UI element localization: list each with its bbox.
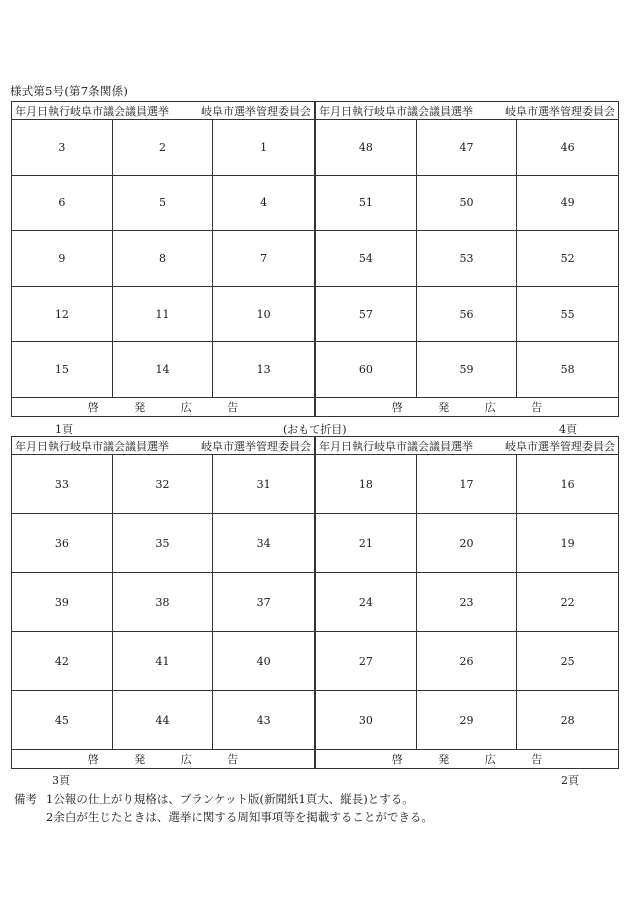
grid-cell: 47 — [417, 120, 518, 176]
footer-char: 発 — [134, 401, 146, 414]
grid-cell: 38 — [113, 573, 214, 632]
grid-cell: 59 — [417, 342, 518, 398]
grid-cell: 5 — [113, 176, 214, 232]
grid-cell: 57 — [316, 287, 417, 343]
grid-cell: 48 — [316, 120, 417, 176]
candidate-grid — [316, 455, 618, 750]
note-row — [14, 790, 433, 808]
grid-cell: 52 — [517, 231, 618, 287]
page-label-3: 3頁 — [52, 774, 70, 787]
grid-cell: 58 — [517, 342, 618, 398]
page-footer — [316, 750, 618, 768]
grid-cell: 9 — [12, 231, 113, 287]
footer-char: 啓 — [87, 753, 99, 766]
footer-char: 発 — [134, 753, 146, 766]
grid-cell: 7 — [213, 231, 314, 287]
committee-name: 岐阜市選挙管理委員会 — [201, 439, 311, 453]
page-2 — [314, 437, 618, 768]
grid-cell: 49 — [517, 176, 618, 232]
note-line-1: 1公報の仕上がり規格は、ブランケット版(新聞紙1頁大、縦長)とする。 — [46, 792, 414, 806]
grid-cell: 27 — [316, 632, 417, 691]
footer-char: 広 — [180, 401, 192, 414]
grid-cell: 31 — [213, 455, 314, 514]
footer-char: 広 — [180, 753, 192, 766]
grid-cell: 4 — [213, 176, 314, 232]
notes-section — [14, 790, 433, 826]
candidate-grid — [12, 455, 314, 750]
page-header — [316, 437, 618, 455]
grid-cell: 25 — [517, 632, 618, 691]
grid-cell: 17 — [417, 455, 518, 514]
footer-char: 発 — [438, 401, 450, 414]
grid-cell: 33 — [12, 455, 113, 514]
footer-char: 広 — [484, 753, 496, 766]
election-title: 年月日執行岐阜市議会議員選挙 — [319, 439, 473, 453]
grid-cell: 55 — [517, 287, 618, 343]
grid-cell: 6 — [12, 176, 113, 232]
grid-cell: 18 — [316, 455, 417, 514]
page-label-1: 1頁 — [55, 423, 73, 436]
fold-label: (おもて折目) — [283, 423, 347, 436]
footer-char: 告 — [531, 401, 543, 414]
grid-cell: 42 — [12, 632, 113, 691]
grid-cell: 53 — [417, 231, 518, 287]
candidate-grid — [316, 120, 618, 398]
form-caption: 様式第5号(第7条関係) — [10, 84, 129, 98]
grid-cell: 22 — [517, 573, 618, 632]
grid-cell: 45 — [12, 691, 113, 750]
grid-cell: 16 — [517, 455, 618, 514]
grid-cell: 51 — [316, 176, 417, 232]
grid-cell: 23 — [417, 573, 518, 632]
grid-cell: 54 — [316, 231, 417, 287]
grid-cell: 21 — [316, 514, 417, 573]
grid-cell: 10 — [213, 287, 314, 343]
note-line-2: 2余白が生じたときは、選挙に関する周知事項等を掲載することができる。 — [46, 810, 433, 824]
page-1 — [12, 102, 314, 416]
election-title: 年月日執行岐阜市議会議員選挙 — [15, 439, 169, 453]
grid-cell: 2 — [113, 120, 214, 176]
grid-cell: 24 — [316, 573, 417, 632]
footer-char: 告 — [227, 753, 239, 766]
page-header — [12, 102, 314, 120]
page-header — [316, 102, 618, 120]
grid-cell: 26 — [417, 632, 518, 691]
page-3 — [12, 437, 314, 768]
grid-cell: 15 — [12, 342, 113, 398]
page-header — [12, 437, 314, 455]
grid-cell: 36 — [12, 514, 113, 573]
notes-label: 備考 — [14, 792, 37, 806]
bottom-sheet — [11, 436, 619, 769]
candidate-grid — [12, 120, 314, 398]
grid-cell: 39 — [12, 573, 113, 632]
grid-cell: 56 — [417, 287, 518, 343]
grid-cell: 8 — [113, 231, 214, 287]
page-footer — [12, 750, 314, 768]
grid-cell: 30 — [316, 691, 417, 750]
grid-cell: 60 — [316, 342, 417, 398]
grid-cell: 35 — [113, 514, 214, 573]
grid-cell: 37 — [213, 573, 314, 632]
page-footer — [316, 398, 618, 416]
grid-cell: 43 — [213, 691, 314, 750]
grid-cell: 44 — [113, 691, 214, 750]
grid-cell: 19 — [517, 514, 618, 573]
election-title: 年月日執行岐阜市議会議員選挙 — [319, 104, 473, 118]
page-footer — [12, 398, 314, 416]
page-label-2: 2頁 — [561, 774, 579, 787]
footer-char: 啓 — [87, 401, 99, 414]
footer-char: 啓 — [391, 753, 403, 766]
committee-name: 岐阜市選挙管理委員会 — [505, 439, 615, 453]
grid-cell: 32 — [113, 455, 214, 514]
grid-cell: 29 — [417, 691, 518, 750]
grid-cell: 12 — [12, 287, 113, 343]
footer-char: 告 — [531, 753, 543, 766]
grid-cell: 46 — [517, 120, 618, 176]
footer-char: 啓 — [391, 401, 403, 414]
committee-name: 岐阜市選挙管理委員会 — [201, 104, 311, 118]
grid-cell: 20 — [417, 514, 518, 573]
grid-cell: 41 — [113, 632, 214, 691]
grid-cell: 34 — [213, 514, 314, 573]
election-title: 年月日執行岐阜市議会議員選挙 — [15, 104, 169, 118]
footer-char: 広 — [484, 401, 496, 414]
footer-char: 発 — [438, 753, 450, 766]
page-label-4: 4頁 — [559, 423, 577, 436]
grid-cell: 28 — [517, 691, 618, 750]
grid-cell: 40 — [213, 632, 314, 691]
footer-char: 告 — [227, 401, 239, 414]
committee-name: 岐阜市選挙管理委員会 — [505, 104, 615, 118]
grid-cell: 1 — [213, 120, 314, 176]
page-4 — [314, 102, 618, 416]
grid-cell: 11 — [113, 287, 214, 343]
top-sheet — [11, 101, 619, 417]
grid-cell: 50 — [417, 176, 518, 232]
grid-cell: 13 — [213, 342, 314, 398]
grid-cell: 14 — [113, 342, 214, 398]
grid-cell: 3 — [12, 120, 113, 176]
